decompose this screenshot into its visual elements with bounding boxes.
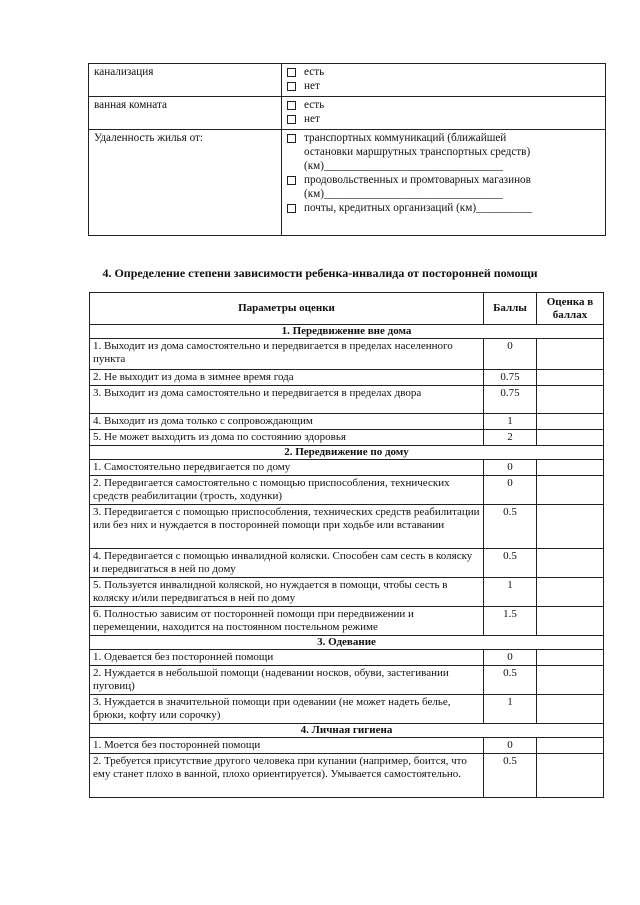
table-row	[90, 370, 604, 386]
points-value: 0.5	[484, 754, 537, 798]
param-text: 3. Передвигается с помощью приспособления, технических средств реабилитации или без них и нуждается в посторонней помощи при ходьбе или вставании	[90, 505, 484, 549]
param-text: 2. Не выходит из дома в зимнее время года	[90, 370, 484, 386]
points-value: 0.75	[484, 386, 537, 414]
points-value: 0.5	[484, 549, 537, 578]
housing-row-bathroom	[89, 97, 606, 130]
score-cell[interactable]	[537, 386, 604, 414]
housing-row-sewerage	[89, 64, 606, 97]
param-text: 6. Полностью зависим от посторонней помощи при передвижении и перемещении, находится на постоянном постельном режиме	[90, 607, 484, 636]
param-text: 1. Выходит из дома самостоятельно и передвигается в пределах населенного пункта	[90, 339, 484, 370]
score-cell[interactable]	[537, 339, 604, 370]
param-text: 4. Передвигается с помощью инвалидной коляски. Способен сам сесть в коляску и передвигаться в ней по дому	[90, 549, 484, 578]
score-cell[interactable]	[537, 370, 604, 386]
option-yes[interactable]: есть	[287, 66, 600, 79]
housing-options	[282, 97, 606, 130]
group-row	[90, 325, 604, 339]
score-cell[interactable]	[537, 738, 604, 754]
assessment-table	[89, 292, 604, 798]
score-cell[interactable]	[537, 666, 604, 695]
option-transport[interactable]: транспортных коммуникаций (ближайшей	[287, 132, 600, 145]
checkbox-icon[interactable]	[287, 115, 296, 124]
checkbox-icon[interactable]	[287, 176, 296, 185]
score-cell[interactable]	[537, 650, 604, 666]
table-row	[90, 607, 604, 636]
option-no[interactable]: нет	[287, 80, 600, 93]
param-text: 5. Не может выходить из дома по состоянию здоровья	[90, 430, 484, 446]
table-row	[90, 505, 604, 549]
housing-options	[282, 130, 606, 236]
checkbox-icon[interactable]	[287, 204, 296, 213]
table-row	[90, 738, 604, 754]
section-title: 4. Определение степени зависимости ребенка-инвалида от посторонней помощи	[102, 266, 538, 280]
checkbox-icon[interactable]	[287, 82, 296, 91]
param-text: 1. Моется без посторонней помощи	[90, 738, 484, 754]
option-yes[interactable]: есть	[287, 99, 600, 112]
points-value: 2	[484, 430, 537, 446]
score-cell[interactable]	[537, 695, 604, 724]
points-value: 0.75	[484, 370, 537, 386]
points-value: 0	[484, 460, 537, 476]
housing-label: канализация	[89, 64, 282, 97]
checkbox-icon[interactable]	[287, 101, 296, 110]
table-row	[90, 339, 604, 370]
group-title: 3. Одевание	[90, 636, 604, 650]
score-cell[interactable]	[537, 754, 604, 798]
table-row	[90, 695, 604, 724]
points-value: 1	[484, 578, 537, 607]
table-row	[90, 460, 604, 476]
param-text: 1. Одевается без посторонней помощи	[90, 650, 484, 666]
points-value: 1	[484, 414, 537, 430]
score-cell[interactable]	[537, 607, 604, 636]
distance-blank[interactable]: (км)________________________________	[304, 160, 503, 172]
checkbox-icon[interactable]	[287, 68, 296, 77]
score-cell[interactable]	[537, 549, 604, 578]
group-title: 2. Передвижение по дому	[90, 446, 604, 460]
table-row	[90, 476, 604, 505]
table-row	[90, 578, 604, 607]
group-row	[90, 724, 604, 738]
table-row	[90, 414, 604, 430]
score-cell[interactable]	[537, 476, 604, 505]
param-text: 1. Самостоятельно передвигается по дому	[90, 460, 484, 476]
param-text: 4. Выходит из дома только с сопровождающим	[90, 414, 484, 430]
table-header	[90, 293, 604, 325]
points-value: 0	[484, 339, 537, 370]
table-row	[90, 549, 604, 578]
option-shops[interactable]: продовольственных и промтоварных магазинов	[287, 174, 600, 187]
header-params: Параметры оценки	[90, 293, 484, 325]
score-cell[interactable]	[537, 414, 604, 430]
points-value: 0.5	[484, 666, 537, 695]
points-value: 0	[484, 476, 537, 505]
header-assessment: Оценка в баллах	[537, 293, 604, 325]
housing-table	[88, 63, 606, 236]
option-post[interactable]: почты, кредитных организаций (км)__________	[287, 202, 600, 215]
housing-options	[282, 64, 606, 97]
checkbox-icon[interactable]	[287, 134, 296, 143]
param-text: 3. Нуждается в значительной помощи при одевании (не может надеть белье, брюки, кофту или сорочку)	[90, 695, 484, 724]
group-title: 4. Личная гигиена	[90, 724, 604, 738]
points-value: 0.5	[484, 505, 537, 549]
table-row	[90, 754, 604, 798]
table-row	[90, 386, 604, 414]
table-row	[90, 430, 604, 446]
points-value: 1	[484, 695, 537, 724]
points-value: 0	[484, 650, 537, 666]
table-row	[90, 650, 604, 666]
housing-label: ванная комната	[89, 97, 282, 130]
group-row	[90, 446, 604, 460]
param-text: 2. Передвигается самостоятельно с помощью приспособления, технических средств реабилитации (трость, ходунки)	[90, 476, 484, 505]
table-row	[90, 666, 604, 695]
option-transport-line2: остановки маршрутных транспортных средств)	[304, 146, 531, 158]
points-value: 0	[484, 738, 537, 754]
option-no[interactable]: нет	[287, 113, 600, 126]
param-text: 3. Выходит из дома самостоятельно и передвигается в пределах двора	[90, 386, 484, 414]
points-value: 1.5	[484, 607, 537, 636]
group-row	[90, 636, 604, 650]
distance-blank[interactable]: (км)________________________________	[304, 188, 503, 200]
group-title: 1. Передвижение вне дома	[90, 325, 604, 339]
header-points: Баллы	[484, 293, 537, 325]
param-text: 2. Требуется присутствие другого человека при купании (например, боится, что ему станет плохо в ванной, плохо ориентируется). Умывается самостоятельно.	[90, 754, 484, 798]
score-cell[interactable]	[537, 460, 604, 476]
score-cell[interactable]	[537, 430, 604, 446]
score-cell[interactable]	[537, 505, 604, 549]
score-cell[interactable]	[537, 578, 604, 607]
param-text: 5. Пользуется инвалидной коляской, но нуждается в помощи, чтобы сесть в коляску и/или передвигаться в ней по дому	[90, 578, 484, 607]
housing-row-distance	[89, 130, 606, 236]
housing-label: Удаленность жилья от:	[89, 130, 282, 236]
param-text: 2. Нуждается в небольшой помощи (надевании носков, обуви, застегивании пуговиц)	[90, 666, 484, 695]
